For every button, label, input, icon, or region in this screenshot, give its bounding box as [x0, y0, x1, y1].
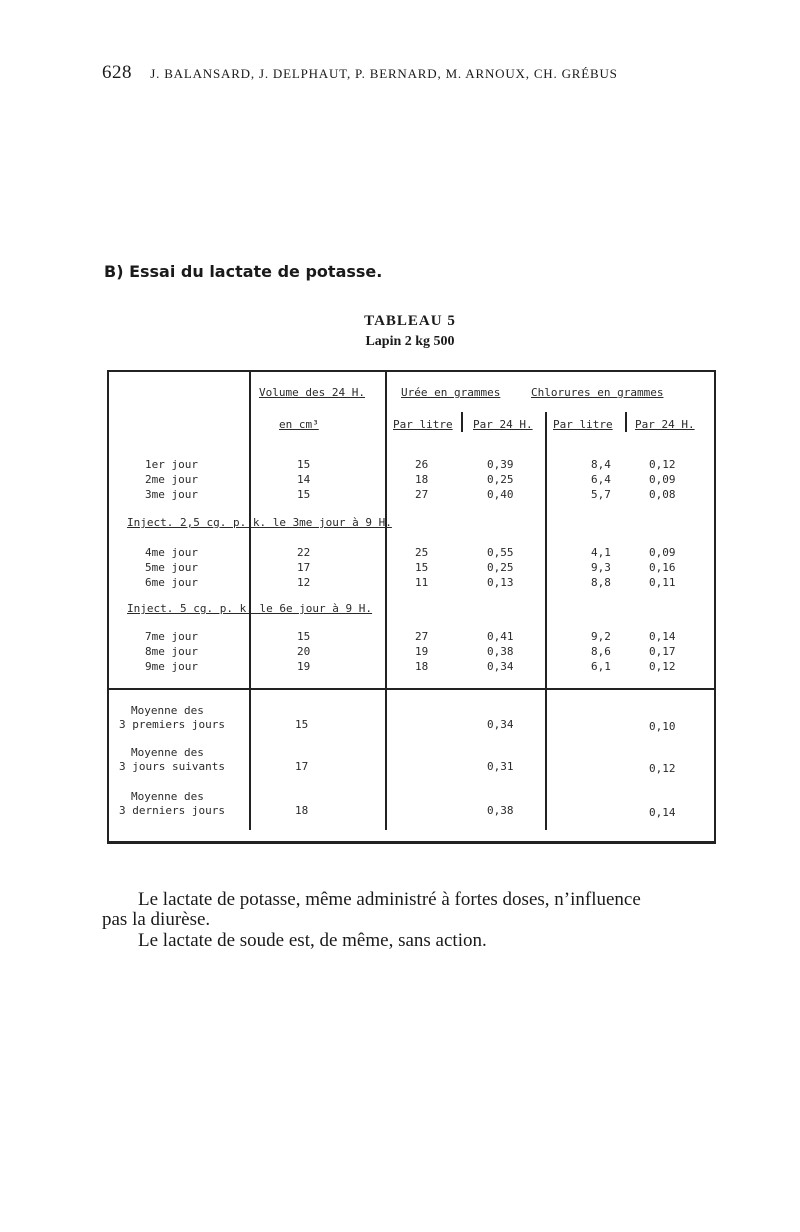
- row-chl-24h: 0,16: [649, 561, 676, 574]
- running-header: [102, 62, 618, 84]
- rule-v-2: [385, 372, 387, 690]
- average-label: 3 premiers jours: [119, 718, 225, 731]
- average-volume: 18: [295, 804, 309, 817]
- row-uree-litre: 27: [415, 488, 429, 501]
- body-line-1: Le lactate de potasse, même administré à fortes doses, n’influence: [138, 889, 641, 910]
- row-chl-litre: 9,2: [591, 630, 611, 643]
- row-chl-24h: 0,17: [649, 645, 676, 658]
- body-paragraph-1: [102, 890, 732, 930]
- average-label: Moyenne des: [131, 790, 204, 803]
- section-title: B) Essai du lactate de potasse.: [104, 262, 383, 281]
- row-chl-24h: 0,12: [649, 660, 676, 673]
- row-day: 4me jour: [145, 546, 198, 559]
- rule-v-3: [461, 412, 463, 432]
- injection-note: Inject. 2,5 cg. p. k. le 3me jour à 9 H.: [127, 516, 392, 529]
- row-chl-litre: 4,1: [591, 546, 611, 559]
- row-volume: 22: [297, 546, 311, 559]
- row-chl-24h: 0,08: [649, 488, 676, 501]
- header-chlorures: Chlorures en grammes: [531, 386, 664, 399]
- row-chl-24h: 0,09: [649, 546, 676, 559]
- header-volume: Volume des 24 H.: [259, 386, 365, 399]
- header-uree-par-litre: Par litre: [393, 418, 453, 431]
- table-title: TABLEAU 5: [364, 313, 456, 329]
- row-uree-24h: 0,34: [487, 660, 514, 673]
- row-uree-24h: 0,55: [487, 546, 514, 559]
- row-chl-24h: 0,09: [649, 473, 676, 486]
- header-uree-par-24h: Par 24 H.: [473, 418, 533, 431]
- row-uree-litre: 11: [415, 576, 429, 589]
- average-uree-24h: 0,38: [487, 804, 514, 817]
- rule-v-5: [625, 412, 627, 432]
- row-uree-24h: 0,25: [487, 561, 514, 574]
- average-chl-24h: 0,10: [649, 720, 676, 733]
- rule-v-1b: [249, 690, 251, 830]
- row-day: 9me jour: [145, 660, 198, 673]
- rule-v-2b: [385, 690, 387, 830]
- row-chl-litre: 6,4: [591, 473, 611, 486]
- row-uree-24h: 0,41: [487, 630, 514, 643]
- average-chl-24h: 0,12: [649, 762, 676, 775]
- row-day: 5me jour: [145, 561, 198, 574]
- row-volume: 15: [297, 488, 311, 501]
- row-uree-litre: 19: [415, 645, 429, 658]
- row-uree-litre: 18: [415, 660, 429, 673]
- row-day: 8me jour: [145, 645, 198, 658]
- row-volume: 14: [297, 473, 311, 486]
- body-line-2: pas la diurèse.: [102, 909, 211, 930]
- average-label: 3 jours suivants: [119, 760, 225, 773]
- row-chl-litre: 5,7: [591, 488, 611, 501]
- average-label: 3 derniers jours: [119, 804, 225, 817]
- header-uree: Urée en grammes: [401, 386, 501, 399]
- row-volume: 20: [297, 645, 311, 658]
- row-chl-litre: 8,8: [591, 576, 611, 589]
- row-chl-litre: 8,6: [591, 645, 611, 658]
- row-chl-litre: 8,4: [591, 458, 611, 471]
- average-label: Moyenne des: [131, 704, 204, 717]
- row-day: 2me jour: [145, 473, 198, 486]
- average-uree-24h: 0,34: [487, 718, 514, 731]
- row-chl-litre: 6,1: [591, 660, 611, 673]
- row-uree-24h: 0,38: [487, 645, 514, 658]
- row-volume: 15: [297, 458, 311, 471]
- header-chl-par-litre: Par litre: [553, 418, 613, 431]
- injection-note: Inject. 5 cg. p. k. le 6e jour à 9 H.: [127, 602, 373, 615]
- average-volume: 15: [295, 718, 309, 731]
- authors-line: J. BALANSARD, J. DELPHAUT, P. BERNARD, M. ARNOUX, CH. GRÉBUS: [150, 66, 618, 81]
- row-volume: 19: [297, 660, 311, 673]
- average-chl-24h: 0,14: [649, 806, 676, 819]
- average-volume: 17: [295, 760, 309, 773]
- table-subtitle: Lapin 2 kg 500: [365, 334, 455, 349]
- row-chl-litre: 9,3: [591, 561, 611, 574]
- row-day: 1er jour: [145, 458, 198, 471]
- row-uree-litre: 15: [415, 561, 429, 574]
- row-chl-24h: 0,11: [649, 576, 676, 589]
- row-volume: 17: [297, 561, 311, 574]
- header-volume-unit: en cm³: [279, 418, 319, 431]
- row-uree-24h: 0,39: [487, 458, 514, 471]
- row-uree-24h: 0,40: [487, 488, 514, 501]
- body-line-3: Le lactate de soude est, de même, sans action.: [138, 930, 487, 951]
- row-volume: 15: [297, 630, 311, 643]
- row-uree-litre: 26: [415, 458, 429, 471]
- row-uree-litre: 27: [415, 630, 429, 643]
- row-uree-24h: 0,13: [487, 576, 514, 589]
- row-uree-24h: 0,25: [487, 473, 514, 486]
- row-uree-litre: 25: [415, 546, 429, 559]
- rule-v-4: [545, 412, 547, 690]
- row-chl-24h: 0,12: [649, 458, 676, 471]
- average-label: Moyenne des: [131, 746, 204, 759]
- rule-v-4b: [545, 690, 547, 830]
- page-number: 628: [102, 62, 132, 83]
- row-chl-24h: 0,14: [649, 630, 676, 643]
- row-uree-litre: 18: [415, 473, 429, 486]
- rule-v-1: [249, 372, 251, 690]
- row-day: 6me jour: [145, 576, 198, 589]
- header-chl-par-24h: Par 24 H.: [635, 418, 695, 431]
- data-table: [107, 370, 716, 844]
- row-volume: 12: [297, 576, 311, 589]
- average-uree-24h: 0,31: [487, 760, 514, 773]
- rule-h-averages: [109, 688, 714, 690]
- row-day: 7me jour: [145, 630, 198, 643]
- row-day: 3me jour: [145, 488, 198, 501]
